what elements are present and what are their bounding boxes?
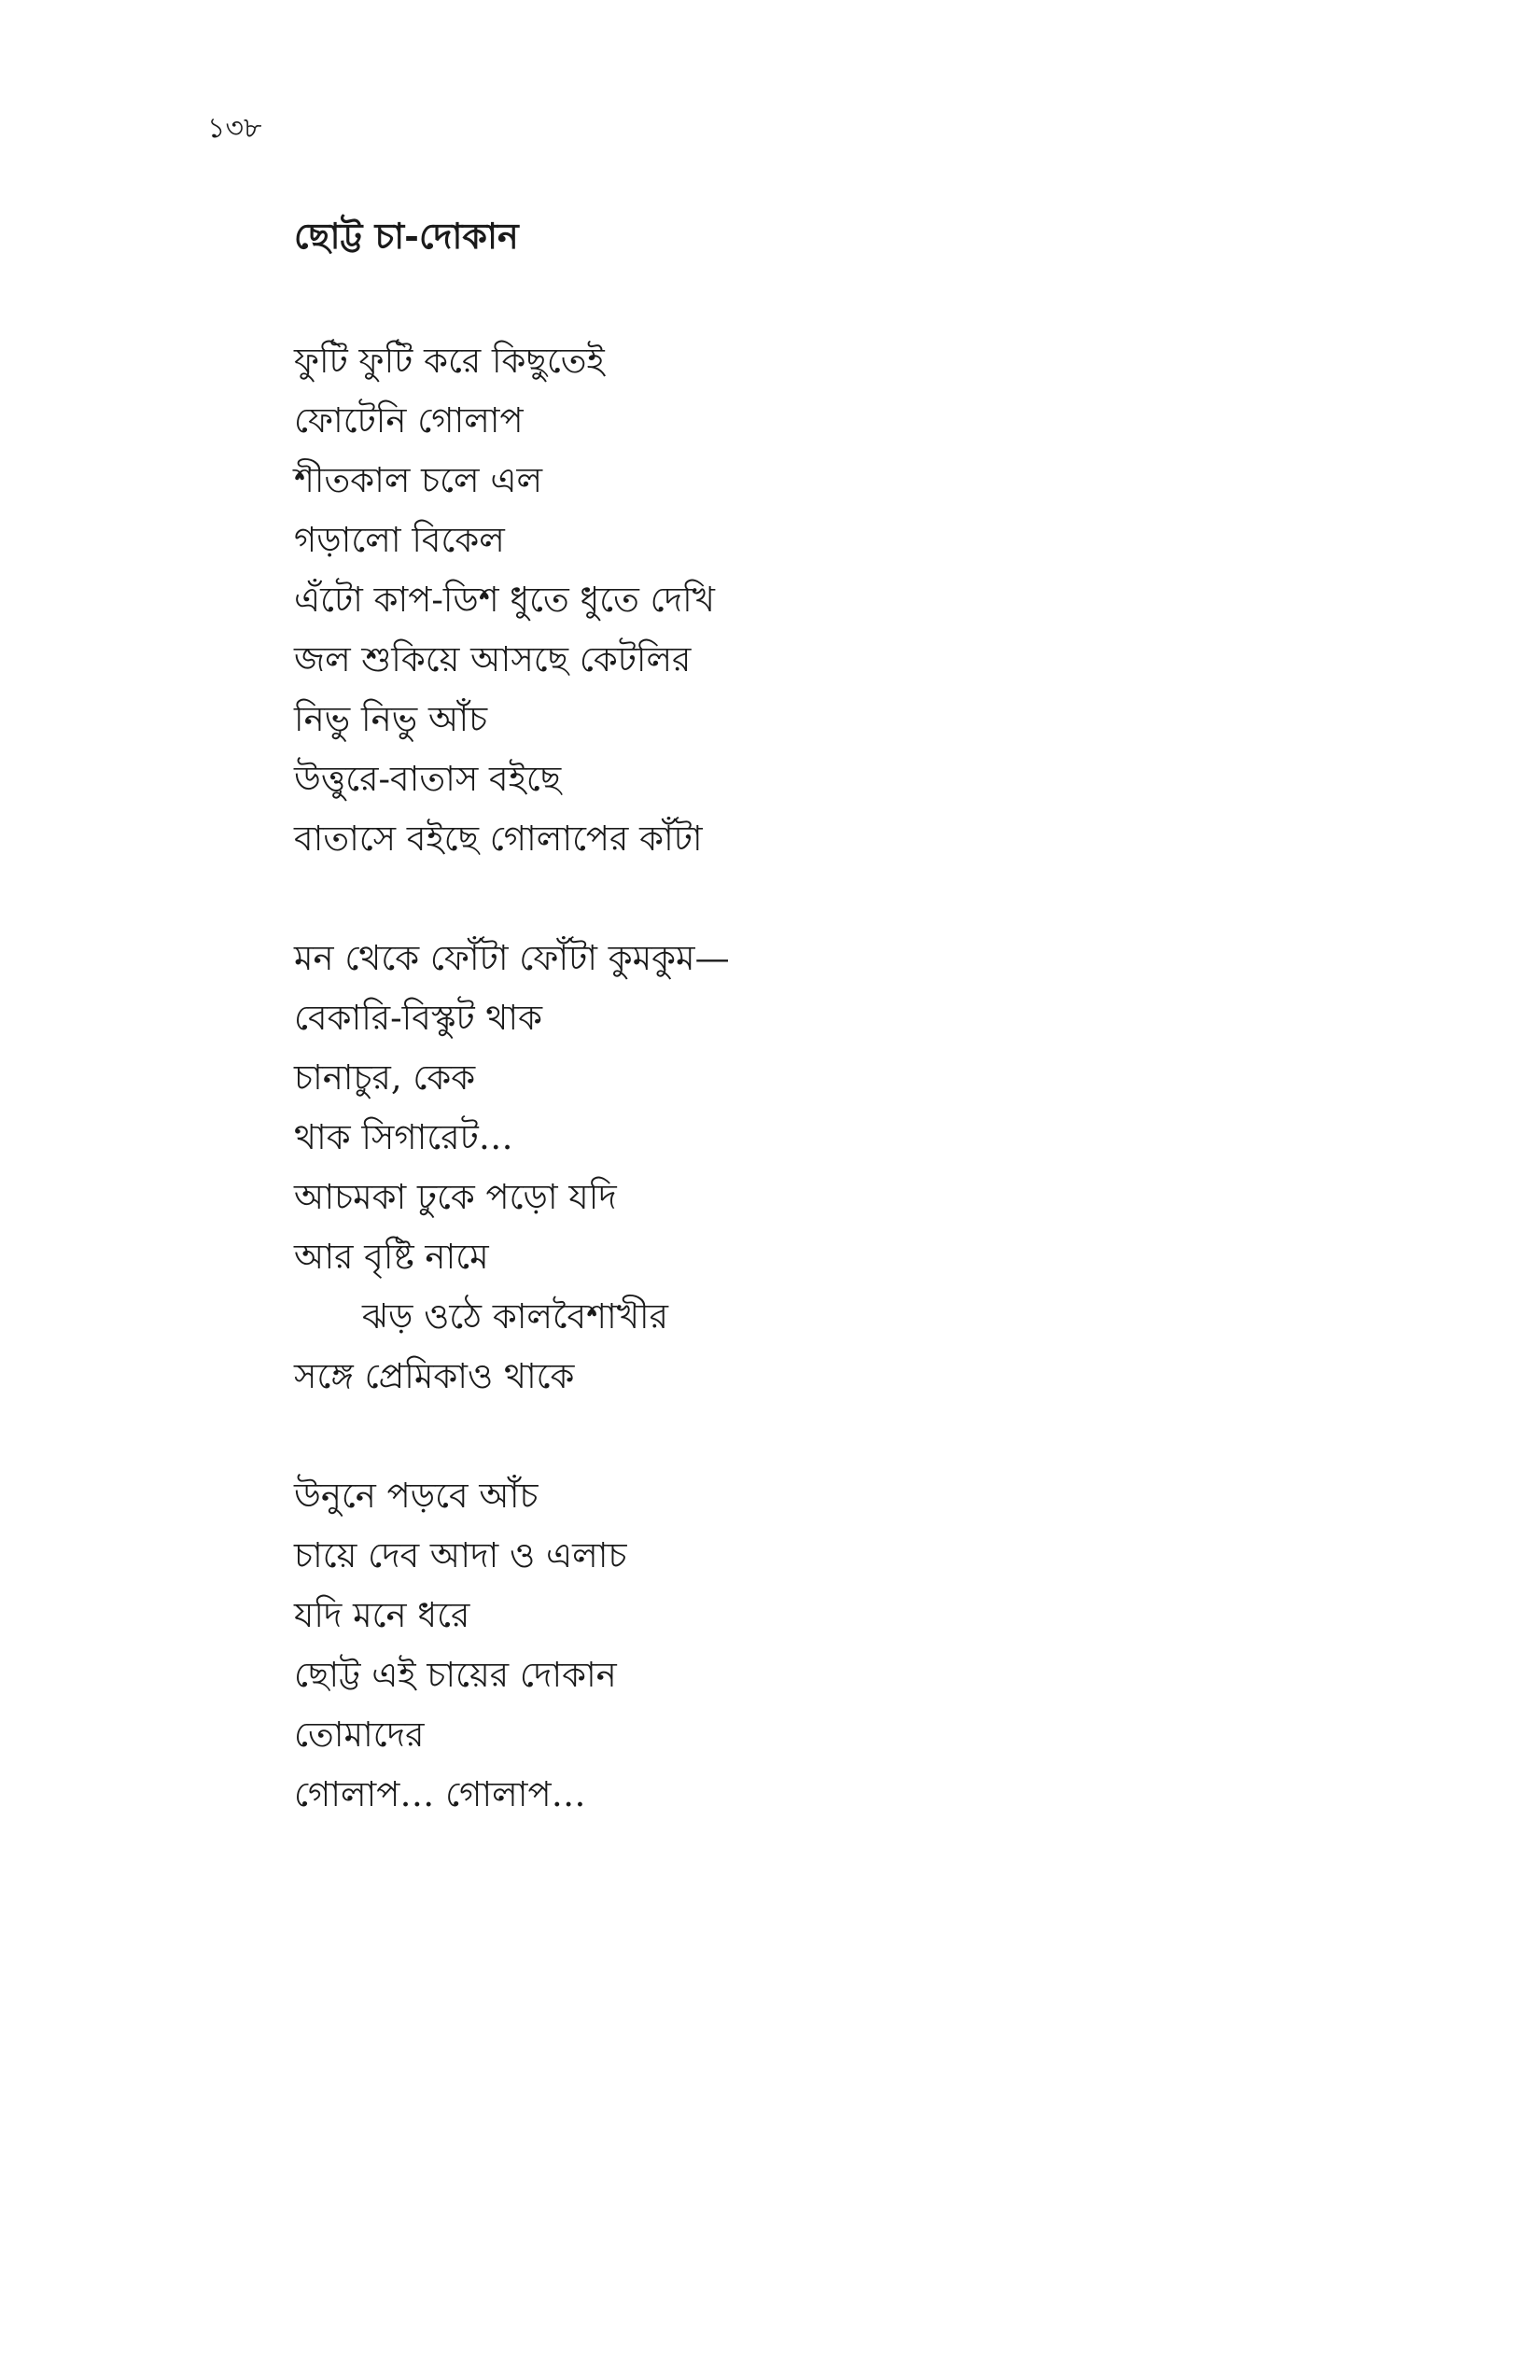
poem-line: গড়ালো বিকেল <box>294 520 505 560</box>
poem-line-indented: ঝড় ওঠে কালবৈশাখীর <box>362 1296 668 1337</box>
stanza-2 <box>294 929 1321 1407</box>
poem-line: চানাচুর, কেক <box>294 1057 476 1098</box>
poem-line: গোলাপ… গোলাপ… <box>294 1774 586 1814</box>
poem-body <box>294 331 1321 1825</box>
poem-line: ছোট্ট এই চায়ের দোকান <box>294 1655 617 1695</box>
poem-line: যদি মনে ধরে <box>294 1595 470 1635</box>
poem-line: আর বৃষ্টি নামে <box>294 1237 489 1277</box>
stanza-3 <box>294 1466 1321 1825</box>
poem-line: জল শুকিয়ে আসছে কেটলির <box>294 639 692 679</box>
stanza-1 <box>294 331 1321 869</box>
poem-line: বাতাসে বইছে গোলাপের কাঁটা <box>294 819 703 859</box>
poem-line: বেকারি-বিস্কুট থাক <box>294 998 542 1038</box>
poem-line: তোমাদের <box>294 1715 425 1755</box>
poem-line: শীতকাল চলে এল <box>294 460 543 500</box>
poem-line: মন থেকে ফোঁটা ফোঁটা কুমকুম— <box>294 938 730 978</box>
poem-line: উনুনে পড়বে আঁচ <box>294 1476 539 1516</box>
poem-line: ফোটেনি গোলাপ <box>294 400 524 441</box>
poem-line: উত্তুরে-বাতাস বইছে <box>294 759 562 799</box>
poem-line: এঁটো কাপ-ডিশ ধুতে ধুতে দেখি <box>294 580 715 620</box>
poem-line: থাক সিগারেট… <box>294 1117 513 1157</box>
poem-line: আচমকা ঢুকে পড়ো যদি <box>294 1177 617 1217</box>
poem-line: চায়ে দেব আদা ও এলাচ <box>294 1535 627 1575</box>
poem-line: নিভু নিভু আঁচ <box>294 699 488 739</box>
poem-line: সঙ্গে প্রেমিকাও থাকে <box>294 1356 575 1396</box>
poem-title: ছোট্ট চা-দোকান <box>294 215 519 257</box>
page-number: ১৩৮ <box>207 112 262 145</box>
poem-line: ফুটি ফুটি করে কিছুতেই <box>294 341 605 381</box>
